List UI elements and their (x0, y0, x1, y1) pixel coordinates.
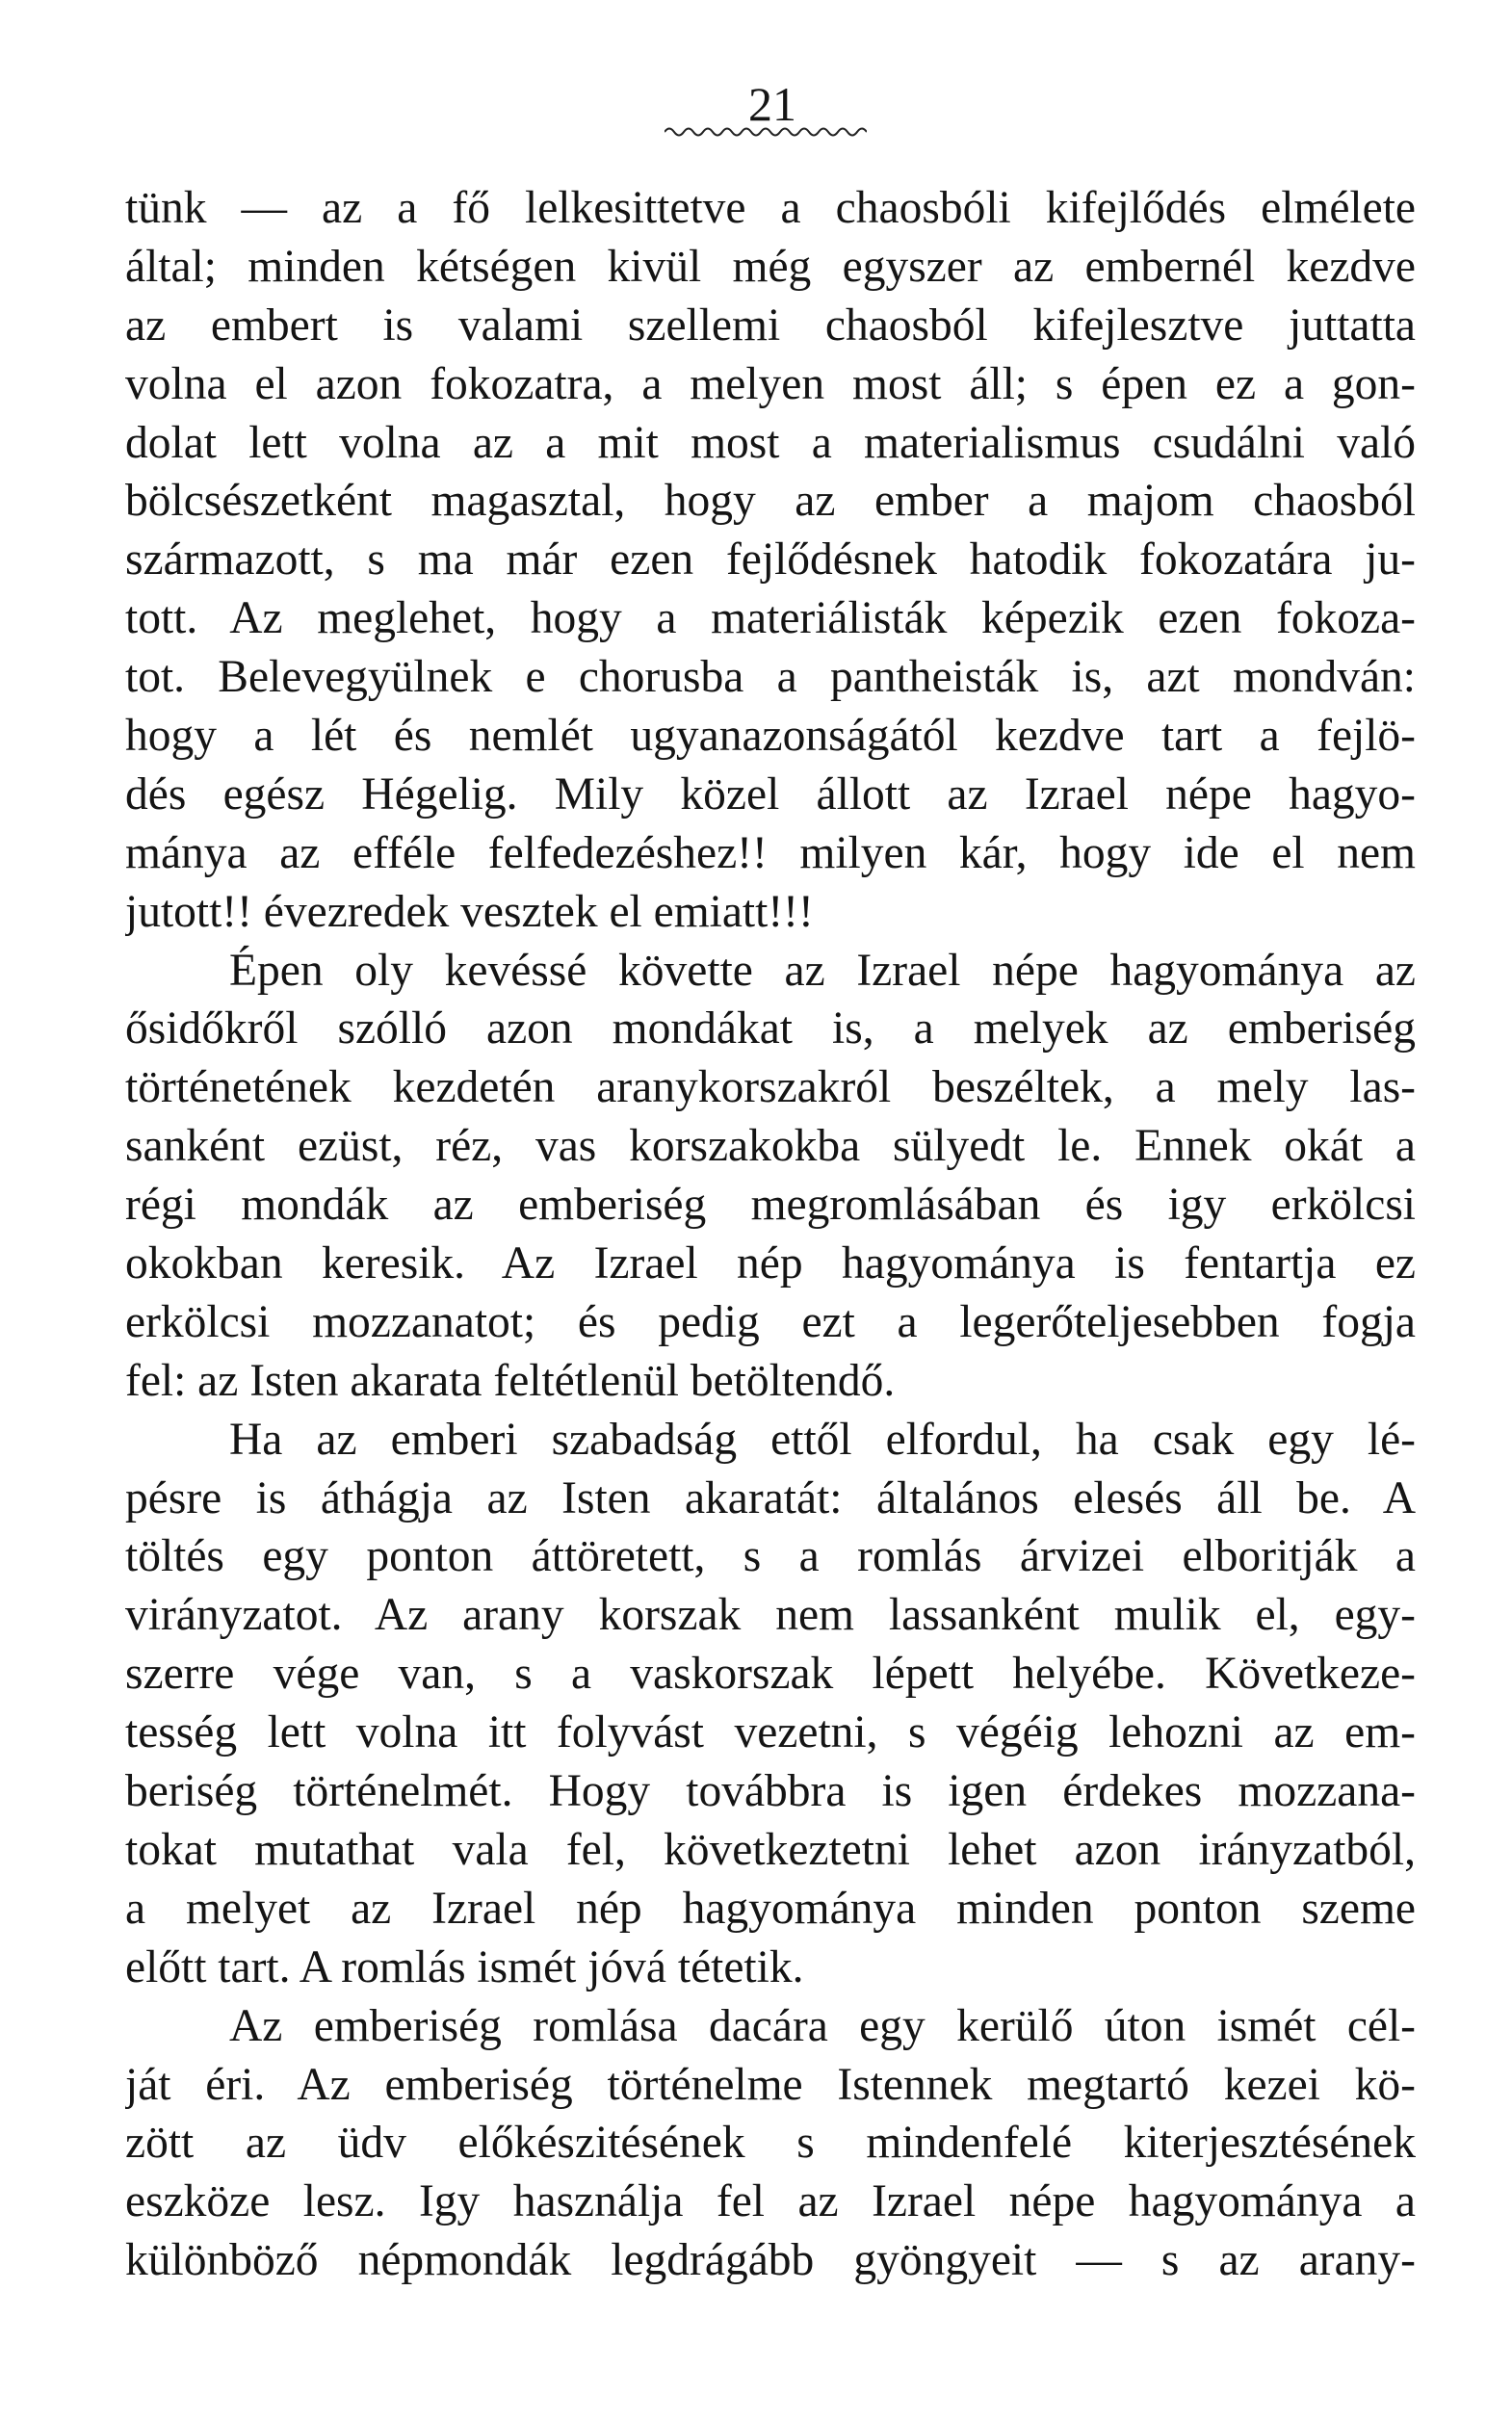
text-line: zött az üdv előkészitésének s mindenfelé kiterjesztésének (125, 2118, 1416, 2169)
text-line: tot. Belevegyülnek e chorusba a pantheisták is, azt mondván: (125, 652, 1416, 703)
text-line: dés egész Hégelig. Mily közel állott az Izrael népe hagyo- (125, 768, 1416, 820)
text-line: szerre vége van, s a vaskorszak lépett helyébe. Következe- (125, 1649, 1416, 1700)
text-line: által; minden kétségen kivül még egyszer az embernél kezdve (125, 241, 1416, 292)
text-line: Az emberiség romlása dacára egy kerülő úton ismét cél- (229, 2000, 1416, 2051)
text-line: dolat lett volna az a mit most a materialismus csudálni való (125, 417, 1416, 468)
text-line: sanként ezüst, réz, vas korszakokba sülyedt le. Ennek okát a (125, 1121, 1416, 1172)
text-line: tünk — az a fő lelkesittetve a chaosbóli kifejlődés elmélete (125, 183, 1416, 233)
text-line: eszköze lesz. Igy használja fel az Izrael népe hagyománya a (125, 2176, 1416, 2227)
text-line: Épen oly kevéssé követte az Izrael népe hagyománya az (229, 945, 1416, 996)
text-line: származott, s ma már ezen fejlődésnek hatodik fokozatára ju- (125, 534, 1416, 586)
text-line: bölcsészetként magasztal, hogy az ember a majom chaosból (125, 476, 1416, 527)
text-line: tokat mutathat vala fel, következtetni lehet azon irányzatból, (125, 1824, 1416, 1875)
text-line: történetének kezdetén aranykorszakról beszéltek, a mely las- (125, 1062, 1416, 1113)
text-line: beriség történelmét. Hogy továbbra is igen érdekes mozzana- (125, 1766, 1416, 1817)
text-line: mánya az efféle felfedezéshez!! milyen kár, hogy ide el nem (125, 827, 1416, 878)
text-line: ját éri. Az emberiség történelme Istennek megtartó kezei kö- (125, 2059, 1416, 2110)
text-line: a melyet az Izrael nép hagyománya minden ponton szeme (125, 1883, 1416, 1934)
text-line: töltés egy ponton áttöretett, s a romlás árvizei elboritják a (125, 1531, 1416, 1582)
text-line: előtt tart. A romlás ismét jóvá tétetik. (125, 1941, 804, 1992)
text-line: jutott!! évezredek vesztek el emiatt!!! (125, 886, 814, 937)
text-line: fel: az Isten akarata feltétlenül betöltendő. (125, 1355, 896, 1406)
text-line: okokban keresik. Az Izrael nép hagyománya is fentartja ez (125, 1238, 1416, 1289)
text-line: az embert is valami szellemi chaosból kifejlesztve juttatta (125, 299, 1416, 351)
text-line: ősidőkről szólló azon mondákat is, a melyek az emberiség (125, 1003, 1416, 1054)
text-line: virányzatot. Az arany korszak nem lassanként mulik el, egy- (125, 1590, 1416, 1641)
text-line: hogy a lét és nemlét ugyanazonságától kezdve tart a fejlö- (125, 711, 1416, 762)
wavy-rule-ornament (665, 123, 867, 141)
body-text (125, 179, 1416, 2290)
text-line: pésre is áthágja az Isten akaratát: általános elesés áll be. A (125, 1472, 1416, 1523)
text-line: különböző népmondák legdrágább gyöngyeit — s az arany- (125, 2235, 1416, 2286)
text-line: tesség lett volna itt folyvást vezetni, s végéig lehozni az em- (125, 1707, 1416, 1758)
text-line: régi mondák az emberiség megromlásában és igy erkölcsi (125, 1180, 1416, 1231)
text-line: erkölcsi mozzanatot; és pedig ezt a legerőteljesebben fogja (125, 1296, 1416, 1347)
text-line: tott. Az meglehet, hogy a materiálisták képezik ezen fokoza- (125, 593, 1416, 644)
text-line: Ha az emberi szabadság ettől elfordul, ha csak egy lé- (229, 1414, 1416, 1465)
text-line: volna el azon fokozatra, a melyen most áll; s épen ez a gon- (125, 358, 1416, 409)
page-number: 21 (748, 77, 796, 131)
